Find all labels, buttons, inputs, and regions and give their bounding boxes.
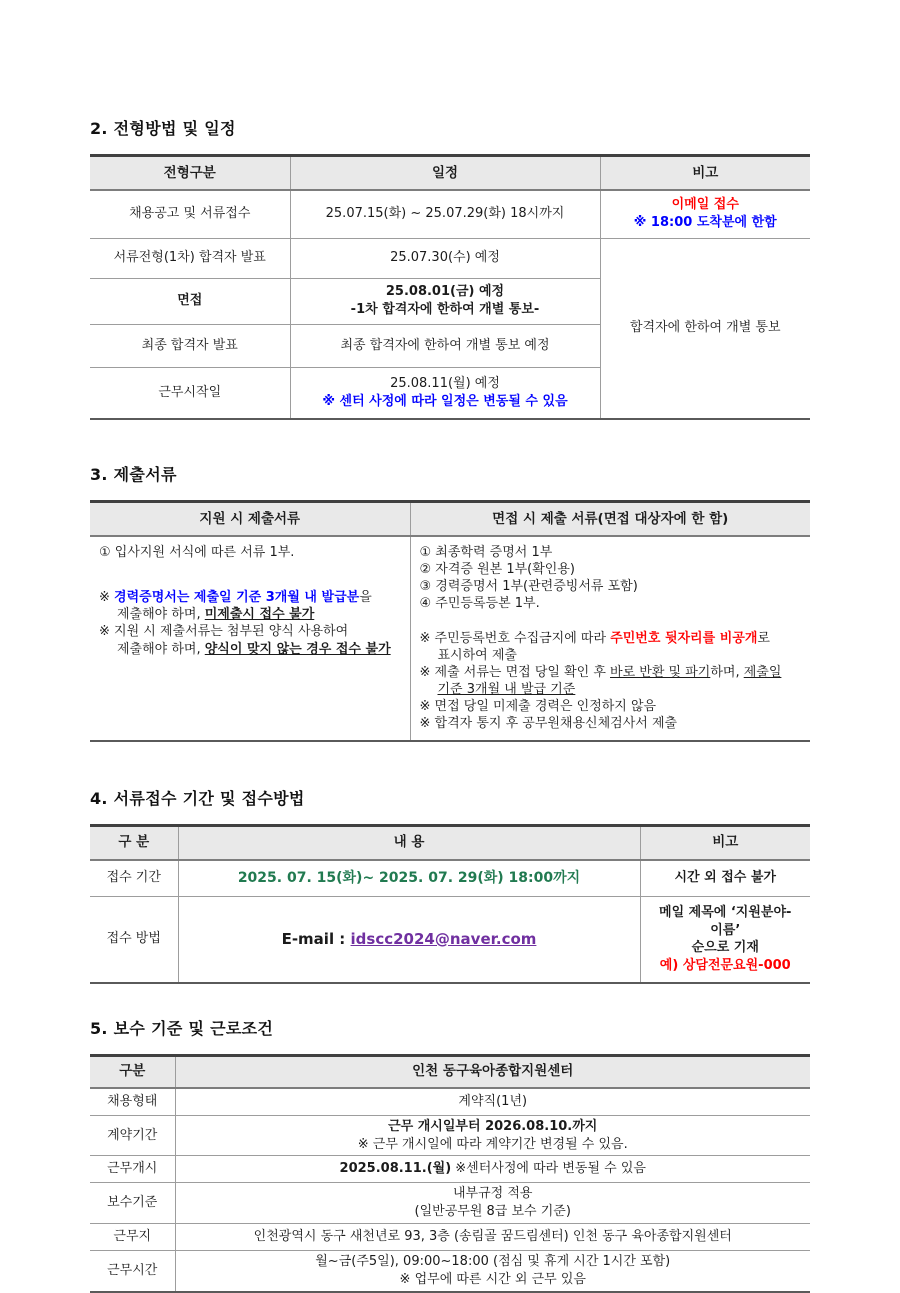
- documents-header-interview: 면접 시 제출 서류(면접 대상자에 한 함): [410, 502, 810, 537]
- apply-doc-item: ① 입사지원 서식에 따른 서류 1부.: [99, 545, 295, 560]
- note-pre: ※ 주민등록번호 수집금지에 따라: [419, 630, 611, 646]
- schedule-cell-date: 최종 합격자에 한하여 개별 통보 예정: [290, 324, 600, 367]
- interview-note-2: [420, 664, 802, 698]
- interview-doc-item: ② 자격증 원본 1부(확인용): [419, 562, 575, 578]
- schedule-cell-label: 서류전형(1차) 합격자 발표: [90, 238, 290, 278]
- schedule-cell-label: 채용공고 및 서류접수: [90, 190, 290, 238]
- employment-type-value: 계약직(1년): [175, 1088, 810, 1116]
- schedule-cell-date: 25.07.30(수) 예정: [290, 238, 600, 278]
- reception-header-content: 내 용: [178, 825, 640, 860]
- deadline-note: ※ 18:00 도착분에 한함: [633, 215, 777, 231]
- conditions-label: 채용형태: [90, 1088, 175, 1116]
- section5-heading: 5. 보수 기준 및 근로조건: [90, 1018, 274, 1038]
- note-mid: 을 제출해야 하며,: [117, 590, 372, 623]
- interview-doc-item: ① 최종학력 증명서 1부: [419, 545, 553, 560]
- conditions-label: 근무지: [90, 1224, 175, 1251]
- conditions-table: [90, 1054, 810, 1293]
- work-hours-line1: 월~금(주5일), 09:00~18:00 (점심 및 휴게 시간 1시간 포함): [315, 1254, 671, 1270]
- reception-period-label: 접수 기간: [90, 860, 178, 897]
- work-start-rest: ※센터사정에 따라 변동될 수 있음: [451, 1161, 646, 1177]
- conditions-row-work-start: [90, 1156, 810, 1183]
- reception-period-note: 시간 외 접수 불가: [640, 860, 810, 897]
- conditions-label: 보수기준: [90, 1183, 175, 1224]
- schedule-cell-date: [290, 367, 600, 419]
- work-start-date-bold: 2025.08.11.(월): [339, 1161, 452, 1177]
- reception-row-method: [90, 897, 810, 983]
- documents-table: [90, 500, 810, 742]
- interview-note-3: ※ 면접 당일 미제출 경력은 인정하지 않음: [419, 699, 657, 715]
- apply-note-1: [99, 589, 401, 623]
- interview-doc-item: ③ 경력증명서 1부(관련증빙서류 포함): [419, 579, 638, 595]
- schedule-cell-date: 25.07.15(화) ~ 25.07.29(화) 18시까지: [290, 190, 600, 238]
- schedule-header-row: [90, 156, 810, 191]
- schedule-merged-note: 합격자에 한하여 개별 통보: [600, 238, 810, 419]
- mail-subject-note-line2: 이름’: [710, 922, 741, 938]
- career-cert-note: 경력증명서는 제출일 기준 3개월 내 발급분: [114, 590, 360, 606]
- interview-note-4: ※ 합격자 통지 후 공무원채용신체검사서 제출: [419, 716, 678, 732]
- schedule-cell-label: 면접: [90, 278, 290, 324]
- reception-method-label: 접수 방법: [90, 897, 178, 983]
- conditions-row-employment-type: [90, 1088, 810, 1116]
- interview-notify: -1차 합격자에 한하여 개별 통보-: [350, 302, 540, 317]
- documents-body-row: [90, 536, 810, 741]
- pay-standard-line2: (일반공무원 8급 보수 기준): [414, 1204, 571, 1220]
- mail-subject-example: 예) 상담전문요원-000: [659, 957, 791, 973]
- schedule-cell-date: [290, 278, 600, 324]
- note-pre: ※ 제출 서류는 면접 당일 확인 후: [419, 664, 611, 680]
- documents-header-apply: 지원 시 제출서류: [90, 502, 410, 537]
- conditions-row-pay: [90, 1183, 810, 1224]
- email-receipt-note: 이메일 접수: [671, 197, 739, 213]
- mail-subject-note-line3: 순으로 기재: [691, 940, 759, 956]
- section2-heading: 2. 전형방법 및 일정: [90, 119, 236, 138]
- email-label: E-mail :: [281, 929, 351, 948]
- contract-period-value: [175, 1115, 810, 1156]
- schedule-table: [90, 154, 810, 420]
- note-post: 로 표시하여 제출: [437, 630, 770, 663]
- schedule-row-apply: [90, 190, 810, 238]
- reception-header-row: [90, 825, 810, 860]
- schedule-cell-note: [600, 190, 810, 238]
- wrong-form-warning: 양식이 맞지 않는 경우 접수 불가: [204, 641, 391, 657]
- contract-period-line2: ※ 근무 개시일에 따라 계약기간 변경될 수 있음.: [357, 1136, 628, 1152]
- note-mid: 하며,: [710, 664, 744, 680]
- work-start-date: 25.08.11(월) 예정: [390, 375, 500, 391]
- reception-period-value: 2025. 07. 15(화)~ 2025. 07. 29(화) 18:00까지: [178, 860, 640, 897]
- conditions-row-contract-period: [90, 1115, 810, 1156]
- note-pre: ※ 지원 시 제출서류는 첨부된 양식 사용하여 제출해야 하며,: [99, 624, 349, 657]
- apply-note-2: [99, 623, 401, 657]
- documents-interview-cell: [410, 536, 810, 741]
- schedule-cell-label: 근무시작일: [90, 367, 290, 419]
- note-mark: ※: [99, 590, 115, 606]
- schedule-row-first-pass: [90, 238, 810, 278]
- conditions-header-center: 인천 동구육아종합지원센터: [175, 1055, 810, 1088]
- section3-heading: 3. 제출서류: [90, 465, 177, 484]
- work-hours-line2: ※ 업무에 따른 시간 외 근무 있음: [399, 1272, 586, 1288]
- section4-heading: 4. 서류접수 기간 및 접수방법: [90, 788, 305, 808]
- schedule-cell-label: 최종 합격자 발표: [90, 324, 290, 367]
- issue-period-note: 제출일 기준 3개월 내 발급 기준: [437, 664, 782, 698]
- mail-subject-note-line1: 메일 제목에 ‘지원분야-: [659, 905, 792, 921]
- conditions-header-category: 구분: [90, 1055, 175, 1088]
- pay-standard-value: [175, 1183, 810, 1224]
- reception-method-note: [640, 897, 810, 983]
- conditions-label: 근무시간: [90, 1251, 175, 1292]
- return-destroy-note: 바로 반환 및 파기: [610, 664, 711, 680]
- no-submit-warning: 미제출시 접수 불가: [204, 607, 315, 623]
- documents-apply-cell: [90, 536, 410, 741]
- contract-period-line1: 근무 개시일부터 2026.08.10.까지: [388, 1118, 598, 1134]
- pay-standard-line1: 내부규정 적용: [453, 1186, 533, 1202]
- reception-header-note: 비고: [640, 825, 810, 860]
- schedule-change-note: ※ 센터 사정에 따라 일정은 변동될 수 있음: [322, 393, 568, 409]
- schedule-header-category: 전형구분: [90, 156, 290, 191]
- interview-doc-item: ④ 주민등록등본 1부.: [419, 596, 540, 612]
- schedule-header-date: 일정: [290, 156, 600, 191]
- work-location-value: 인천광역시 동구 새천년로 93, 3층 (송림골 꿈드림센터) 인천 동구 육아종합지원센터: [175, 1224, 810, 1251]
- conditions-row-location: [90, 1224, 810, 1251]
- resident-number-warning: 주민번호 뒷자리를 비공개: [610, 630, 758, 646]
- conditions-label: 근무개시: [90, 1156, 175, 1183]
- reception-header-category: 구 분: [90, 825, 178, 860]
- reception-method-value: [178, 897, 640, 983]
- interview-date: 25.08.01(금) 예정: [385, 284, 505, 300]
- interview-note-1: [420, 630, 802, 664]
- email-link[interactable]: idscc2024@naver.com: [350, 929, 537, 948]
- conditions-label: 계약기간: [90, 1115, 175, 1156]
- reception-table: [90, 824, 810, 984]
- reception-row-period: [90, 860, 810, 897]
- work-start-value: [175, 1156, 810, 1183]
- schedule-header-note: 비고: [600, 156, 810, 191]
- conditions-header-row: [90, 1055, 810, 1088]
- documents-header-row: [90, 502, 810, 537]
